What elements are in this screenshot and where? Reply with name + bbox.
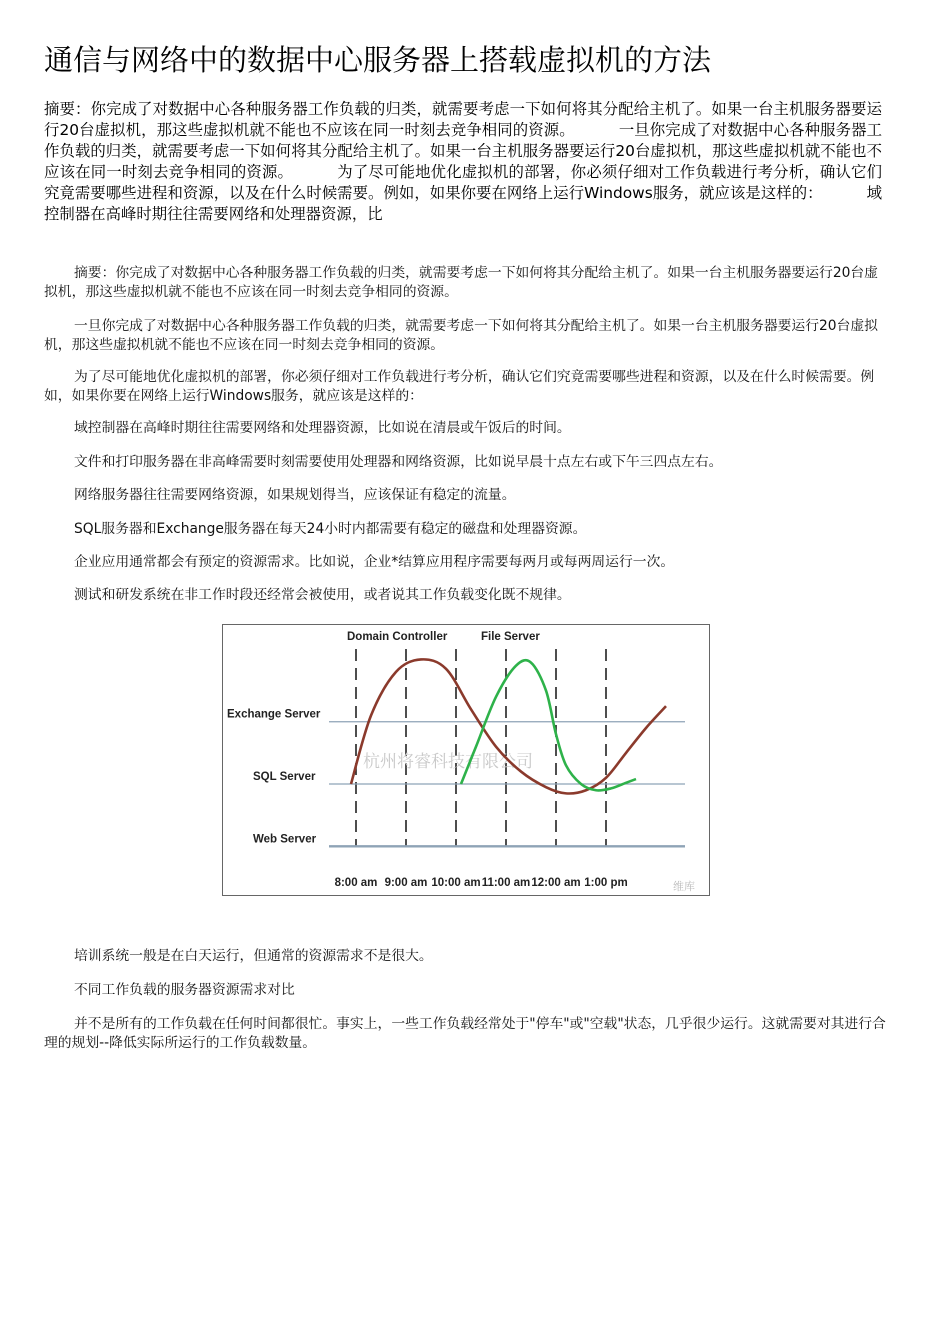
list-item-training: 培训系统一般是在白天运行，但通常的资源需求不是很大。 <box>74 948 433 964</box>
x-tick-label-4: 12:00 am <box>531 877 581 889</box>
abstract-label: 摘要： <box>44 100 91 118</box>
y-label-exchange-server: Exchange Server <box>227 708 321 721</box>
paragraph-2 <box>44 317 886 354</box>
page-title: 通信与网络中的数据中心服务器上搭载虚拟机的方法 <box>44 43 712 77</box>
abstract-part-4: 域控制器在高峰时期往往需要网络和处理器资源，比 <box>44 184 882 223</box>
list-item-enterprise-apps: 企业应用通常都会有预定的资源需求。比如说，企业*结算应用程序需要每两月或每两周运行一次。 <box>74 554 675 570</box>
x-tick-label-1: 9:00 am <box>384 877 428 889</box>
y-label-web-server: Web Server <box>253 833 317 846</box>
abstract <box>44 99 882 225</box>
paragraph-4 <box>44 1015 886 1052</box>
list-item-test-dev: 测试和研发系统在非工作时段还经常会被使用，或者说其工作负载变化既不规律。 <box>74 587 571 603</box>
list-item-sql-exchange: SQL服务器和Exchange服务器在每天24小时内都需要有稳定的磁盘和处理器资源。 <box>74 521 587 537</box>
list-item-file-server: 文件和打印服务器在非高峰需要时刻需要使用处理器和网络资源，比如说早晨十点左右或下午三四点左右。 <box>74 454 723 470</box>
paragraph-1-text: 摘要：你完成了对数据中心各种服务器工作负载的归类，就需要考虑一下如何将其分配给主机了。如果一台主机服务器要运行20台虚拟机，那这些虚拟机就不能也不应该在同一时刻去竞争相同的资源。 <box>44 265 878 300</box>
list-item-domain-controller: 域控制器在高峰时期往往需要网络和处理器资源，比如说在清晨或午饭后的时间。 <box>74 420 571 436</box>
top-label-file-server: File Server <box>481 631 540 643</box>
workload-chart-svg <box>223 625 709 895</box>
top-label-domain-controller: Domain Controller <box>347 631 448 643</box>
paragraph-3-text: 为了尽可能地优化虚拟机的部署，你必须仔细对工作负载进行考分析，确认它们究竟需要哪些进程和资源，以及在什么时候需要。例如，如果你要在网络上运行Windows服务，就应该是这样的： <box>44 369 875 404</box>
paragraph-1 <box>44 264 886 301</box>
abstract-part-2: 一旦你完成了对数据中心各种服务器工作负载的归类，就需要考虑一下如何将其分配给主机了。如果一台主机服务器要运行20台虚拟机，那这些虚拟机就不能也不应该在同一时刻去竞争相同的资源。 <box>44 121 882 181</box>
x-tick-label-0: 8:00 am <box>334 877 378 889</box>
chart-watermark: 杭州将睿科技有限公司 <box>363 752 533 771</box>
paragraph-3 <box>44 368 886 405</box>
x-tick-label-2: 10:00 am <box>431 877 481 889</box>
list-item-web-server: 网络服务器往往需要网络资源，如果规划得当，应该保证有稳定的流量。 <box>74 487 516 503</box>
caption-comparison: 不同工作负载的服务器资源需求对比 <box>74 982 295 998</box>
series-line-domain-controller <box>351 659 666 793</box>
abstract-part-1: 你完成了对数据中心各种服务器工作负载的归类，就需要考虑一下如何将其分配给主机了。如果一台主机服务器要运行20台虚拟机，那这些虚拟机就不能也不应该在同一时刻去竞争相同的资源。 <box>44 100 882 139</box>
workload-chart <box>222 624 710 896</box>
paragraph-2-text: 一旦你完成了对数据中心各种服务器工作负载的归类，就需要考虑一下如何将其分配给主机了。如果一台主机服务器要运行20台虚拟机，那这些虚拟机就不能也不应该在同一时刻去竞争相同的资源。 <box>44 318 878 353</box>
x-tick-label-5: 1:00 pm <box>584 877 628 889</box>
y-label-sql-server: SQL Server <box>253 771 316 784</box>
x-tick-label-3: 11:00 am <box>481 877 531 889</box>
chart-watermark-2: 维库 <box>673 880 695 893</box>
paragraph-4-text: 并不是所有的工作负载在任何时间都很忙。事实上，一些工作负载经常处于"停车"或"空载"状态，几乎很少运行。这就需要对其进行合理的规划--降低实际所运行的工作负载数量。 <box>44 1016 886 1051</box>
abstract-part-3: 为了尽可能地优化虚拟机的部署，你必须仔细对工作负载进行考分析，确认它们究竟需要哪些进程和资源，以及在什么时候需要。例如，如果你要在网络上运行Windows服务，就应该是这样的： <box>44 163 882 202</box>
